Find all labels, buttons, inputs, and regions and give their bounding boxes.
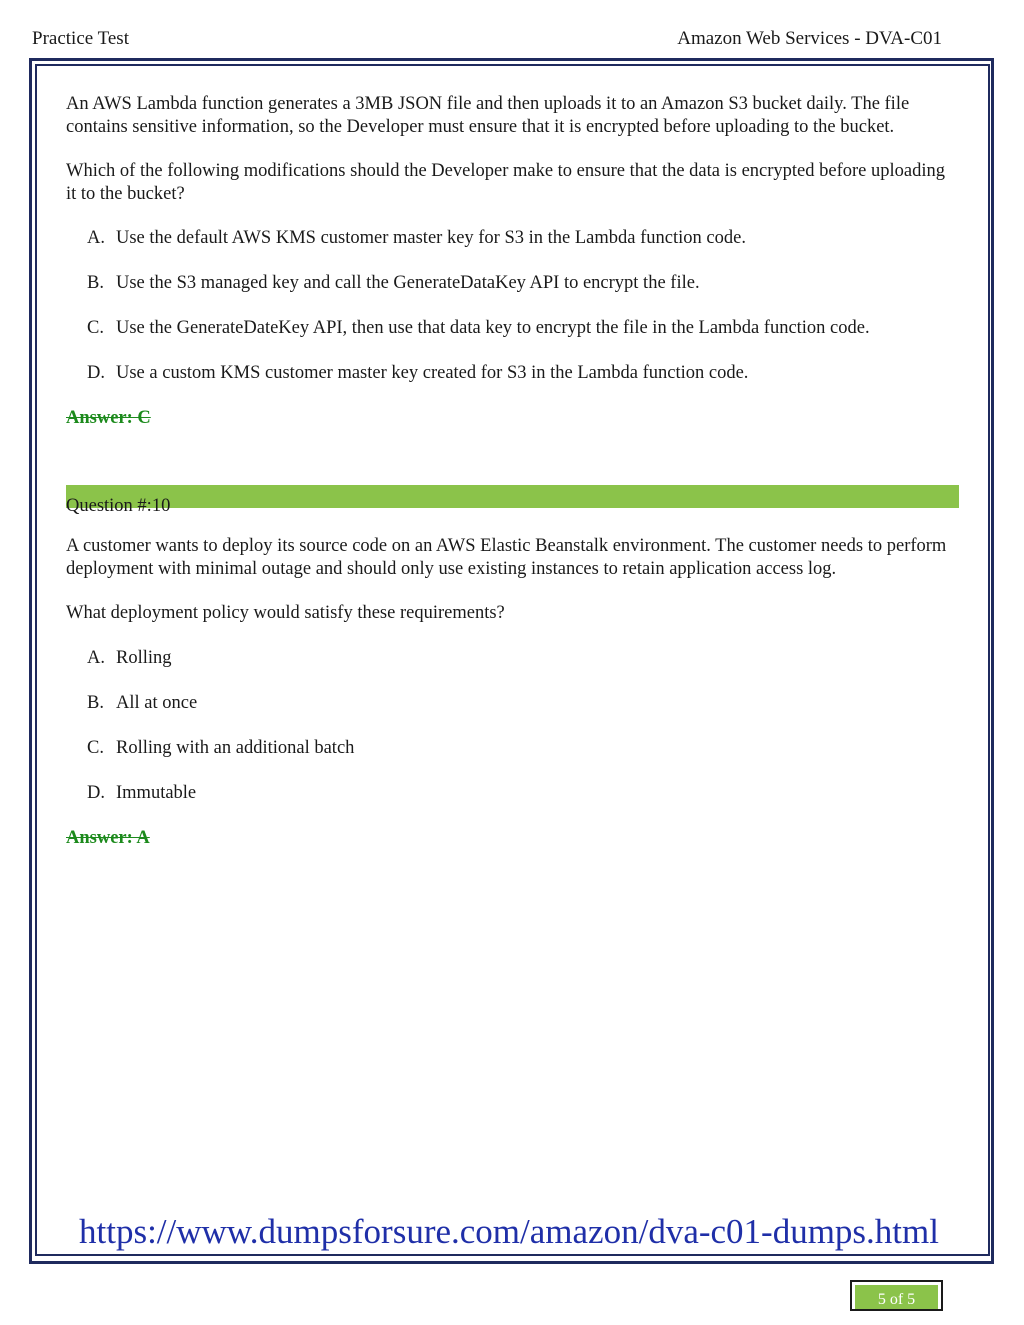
option-text: Use the S3 managed key and call the GenerateDataKey API to encrypt the file. [116,273,700,293]
option-letter: D. [87,363,105,383]
correct-answer: Answer: C [66,408,151,428]
option-text: Use a custom KMS customer master key created for S3 in the Lambda function code. [116,363,749,383]
option-text: Rolling with an additional batch [116,737,355,758]
option-text: Use the GenerateDateKey API, then use that data key to encrypt the file in the Lambda function code. [116,318,870,338]
answer-option-c [87,737,959,760]
option-letter: B. [87,273,104,293]
dumps-link[interactable]: https://www.dumpsforsure.com/amazon/dva-c01-dumps.html [79,1212,939,1251]
option-letter: A. [87,647,105,668]
question-header-bar [66,485,959,508]
option-text: Rolling [116,647,172,668]
option-text: All at once [116,692,198,713]
answer-option-c [87,317,959,340]
answer-option-d [87,782,959,805]
option-letter: D. [87,782,105,803]
answer-option-b [87,692,959,715]
header-exam-name: Amazon Web Services - DVA-C01 [677,28,942,49]
option-text: Use the default AWS KMS customer master key for S3 in the Lambda function code. [116,228,746,248]
page-number: 5 of 5 [855,1285,938,1309]
page-number-box [850,1280,943,1311]
page-content [66,93,959,849]
answer-option-d [87,362,959,385]
option-letter: A. [87,228,105,248]
question-header [66,485,959,516]
question-prompt: Which of the following modifications should the Developer make to ensure that the data is encrypted before uploading it to the bucket? [66,161,946,204]
answer-option-a [87,647,959,670]
answer-option-b [87,272,959,295]
question-number: Question #:10 [66,496,171,516]
option-text: Immutable [116,782,197,803]
answer-option-a [87,227,959,250]
option-letter: C. [87,737,104,758]
question-prompt: What deployment policy would satisfy these requirements? [66,603,505,623]
header-title: Practice Test [32,28,129,49]
question-stem: An AWS Lambda function generates a 3MB JSON file and then uploads it to an Amazon S3 bucket daily. The file contains sensitive information, so the Developer must ensure that it is encrypted before uploading to the bucket. [66,94,910,137]
question-stem: A customer wants to deploy its source code on an AWS Elastic Beanstalk environment. The customer needs to perform deployment with minimal outage and should only use existing instances to retain application access log. [66,536,947,579]
option-letter: C. [87,318,104,338]
option-letter: B. [87,692,104,713]
correct-answer: Answer: A [66,827,150,848]
